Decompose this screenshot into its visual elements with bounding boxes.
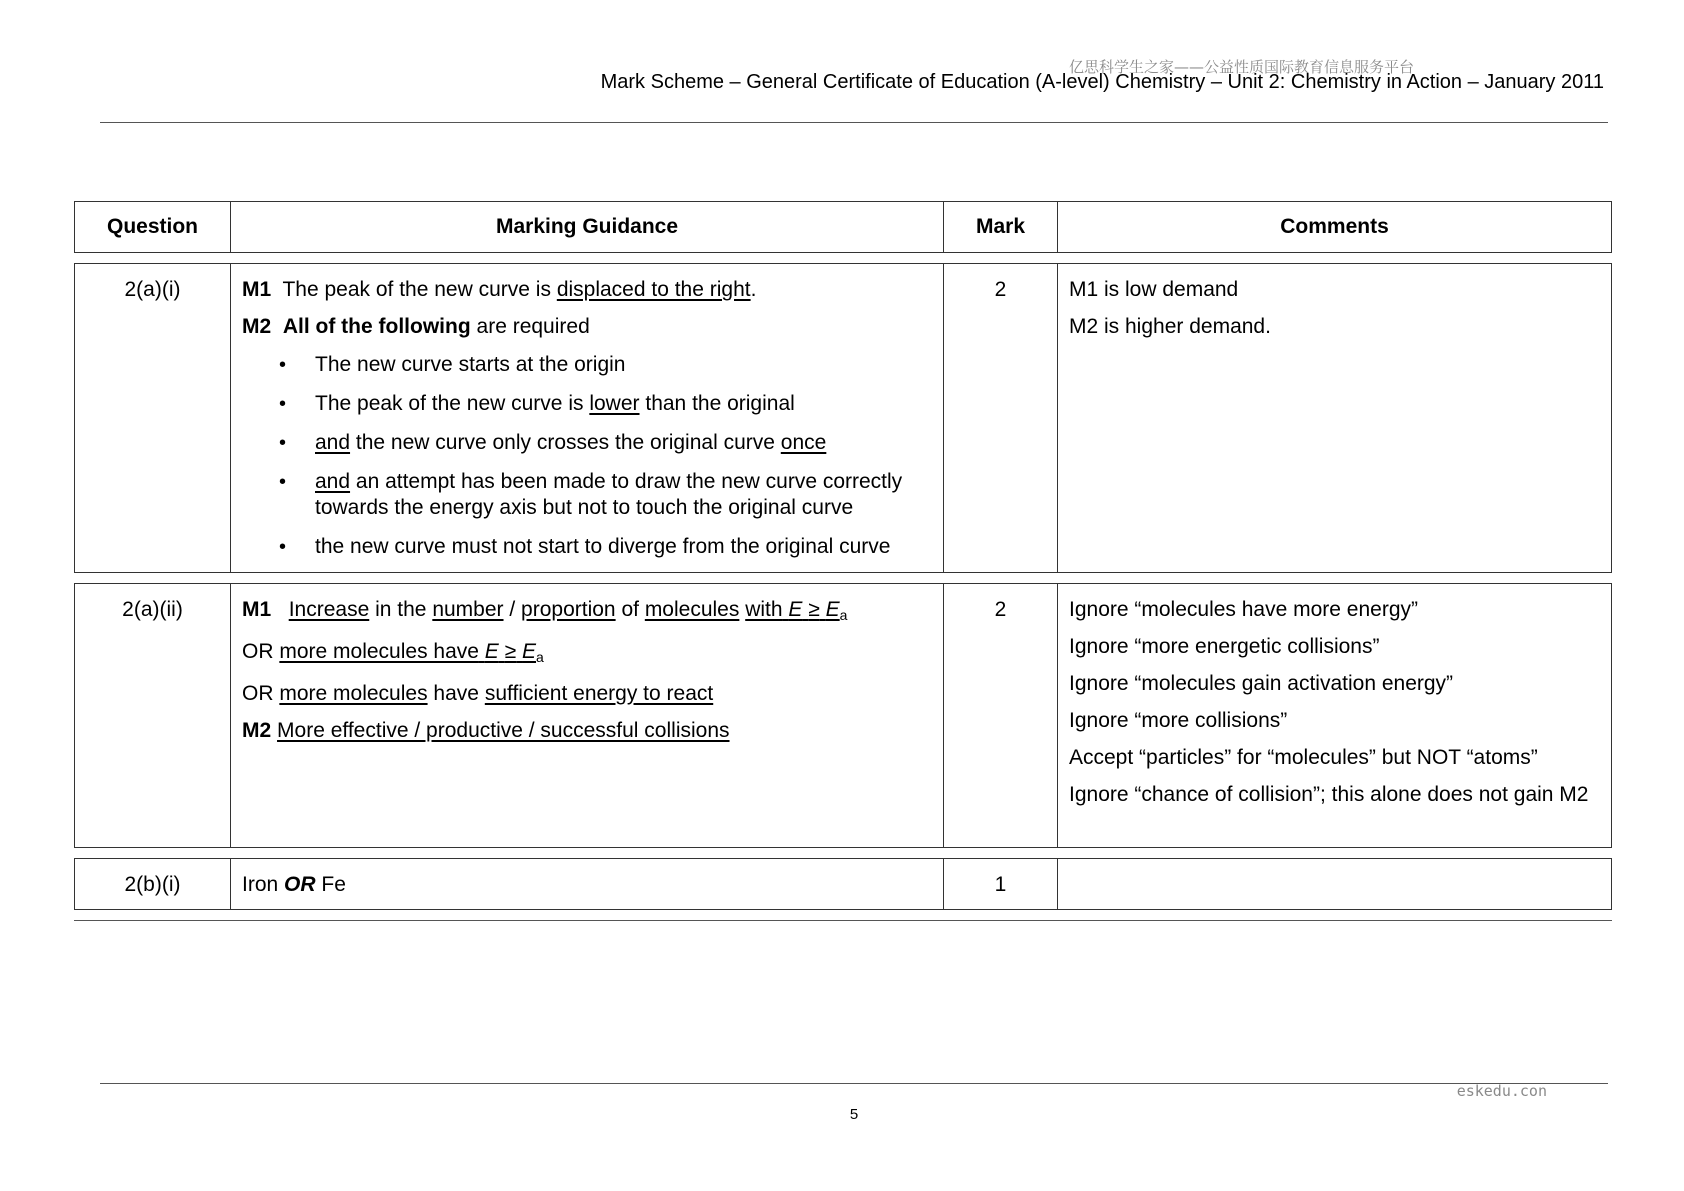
header-mark: Mark — [944, 202, 1058, 252]
guidance-line: M1 The peak of the new curve is displaced to the right. — [242, 278, 757, 301]
table-header-row — [74, 201, 1612, 253]
guidance-line: M2 All of the following are required — [242, 315, 590, 338]
comment-line: Ignore “molecules gain activation energy” — [1069, 672, 1454, 695]
mark-value: 1 — [944, 859, 1058, 909]
comment-line: Ignore “chance of collision”; this alone does not gain M2 — [1069, 783, 1589, 806]
mark-value: 2 — [944, 264, 1058, 572]
page-number: 5 — [849, 1106, 859, 1123]
guidance-line: M1 Increase in the number / proportion of molecules with $E \ge E_a$ — [242, 598, 848, 623]
comments — [1058, 264, 1611, 572]
comment-line: M2 is higher demand. — [1069, 315, 1271, 338]
header-guidance: Marking Guidance — [231, 202, 944, 252]
comment-line: Ignore “more collisions” — [1069, 709, 1288, 732]
marking-guidance: Iron OR Fe — [231, 859, 944, 909]
header-rule — [100, 122, 1608, 123]
comment-line: Ignore “molecules have more energy” — [1069, 598, 1419, 621]
header-title: Mark Scheme – General Certificate of Education (A-level) Chemistry – Unit 2: Chemistry in Action – January 2011 — [600, 71, 1604, 93]
question-number: 2(a)(i) — [75, 264, 231, 572]
marking-guidance — [231, 264, 944, 572]
watermark-top: 亿思科学生之家——公益性质国际教育信息服务平台 — [1068, 58, 1414, 76]
comment-line: Accept “particles” for “molecules” but NOT “atoms” — [1069, 746, 1538, 769]
guidance-line: OR more molecules have sufficient energy to react — [242, 682, 714, 705]
table-row — [74, 263, 1612, 573]
comment-line: Ignore “more energetic collisions” — [1069, 635, 1380, 658]
bullet-item: • the new curve must not start to diverge from the original curve — [242, 534, 933, 560]
bullet-item: • and the new curve only crosses the original curve once — [242, 430, 933, 456]
header-question: Question — [75, 202, 231, 252]
mark-value: 2 — [944, 584, 1058, 847]
bullet-item: • and an attempt has been made to draw the new curve correctly towards the energy axis but not to touch the original curve — [242, 469, 933, 521]
table-bottom-rule — [74, 920, 1612, 921]
footer-rule — [100, 1083, 1608, 1084]
watermark-bottom: eskedu.con — [1456, 1082, 1547, 1100]
bullet-item: • The peak of the new curve is lower than the original — [242, 391, 933, 417]
header-comments: Comments — [1280, 215, 1389, 238]
comment-line: M1 is low demand — [1069, 278, 1239, 301]
table-row — [74, 858, 1612, 910]
mark-scheme-table — [74, 201, 1612, 253]
bullet-item: • The new curve starts at the origin — [242, 352, 933, 378]
question-number: 2(b)(i) — [75, 859, 231, 909]
table-row — [74, 583, 1612, 848]
comments — [1058, 859, 1611, 909]
guidance-line: M2 More effective / productive / successful collisions — [242, 719, 730, 742]
comments — [1058, 584, 1611, 847]
question-number: 2(a)(ii) — [75, 584, 231, 847]
guidance-line: OR more molecules have $E \ge E_a$ — [242, 640, 544, 665]
marking-guidance — [231, 584, 944, 847]
